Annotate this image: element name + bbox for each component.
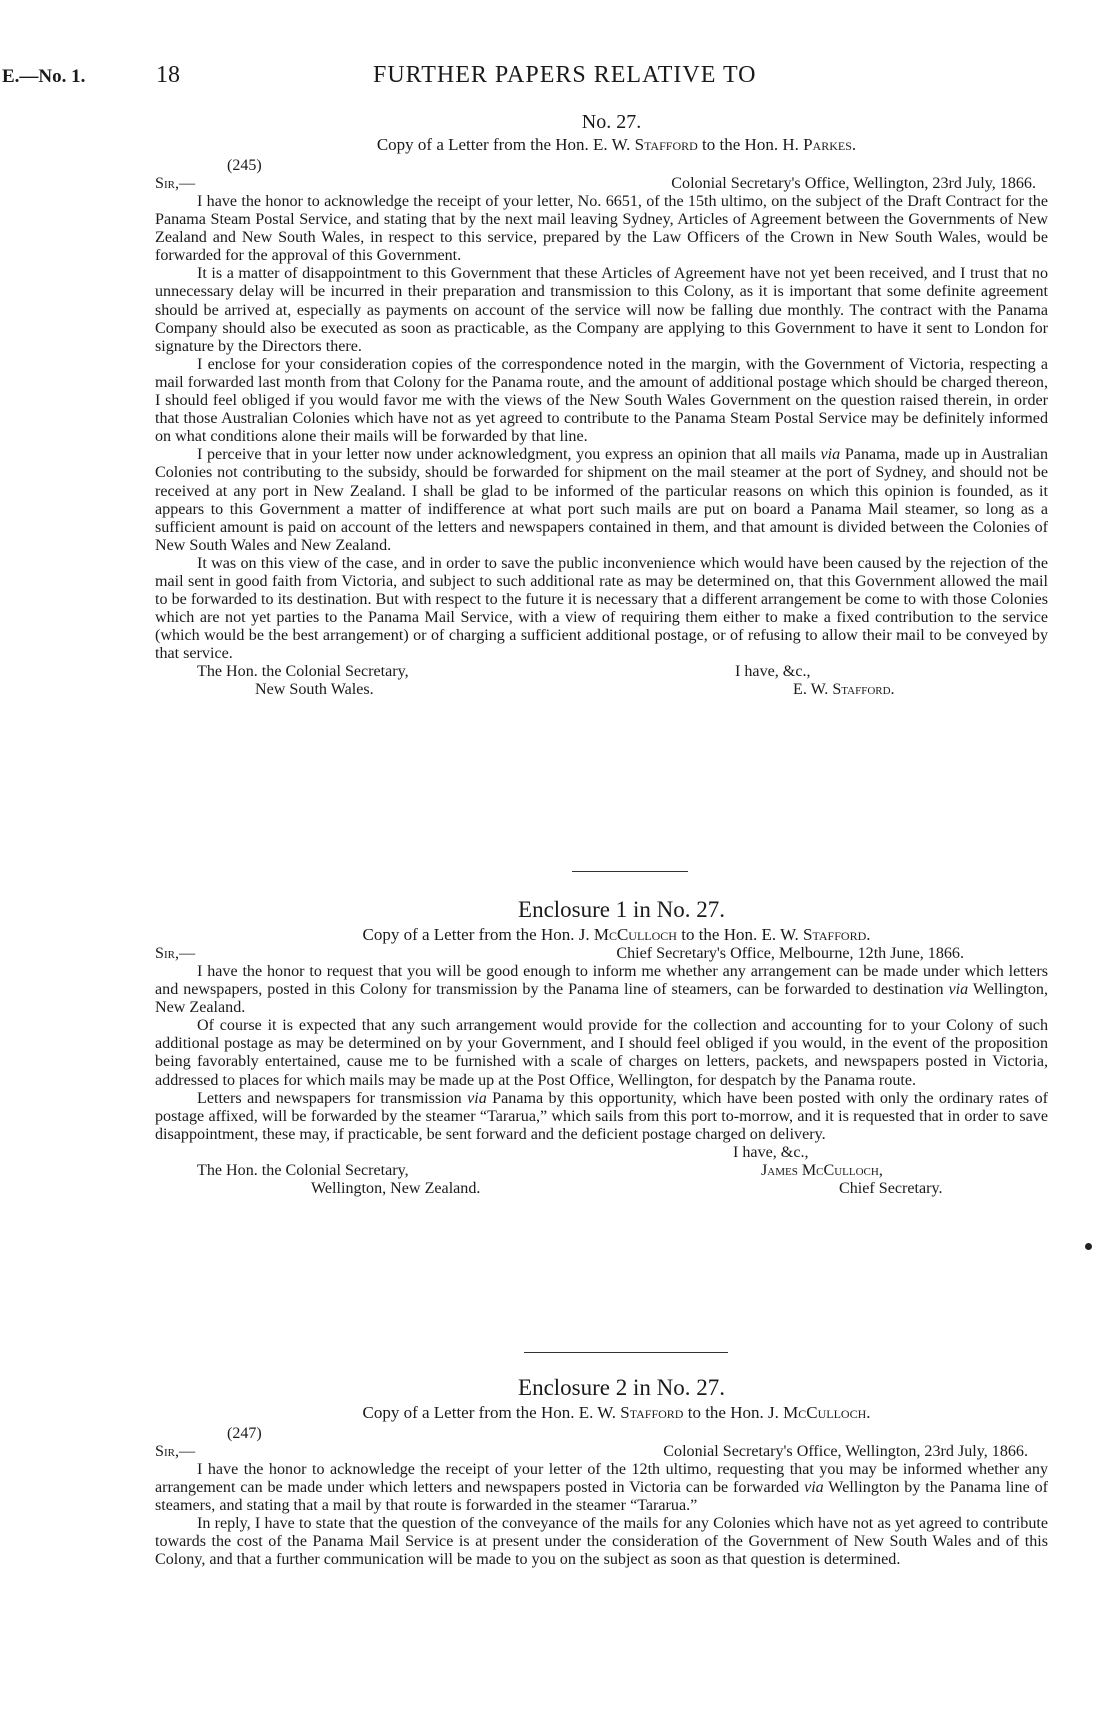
sender-name: E. W. Stafford [578,1403,684,1422]
paragraph: I perceive that in your letter now under acknowledgment, you express an opinion that all mails via Panama, made up in Australian Colonies not contributing to the subsidy, should be forwarded for shipment on the mail steamer at the port of Sydney, and should not be received at any port in New Zealand. I shall be glad to be informed of the particular reasons on which this opinion is founded, as it appears to this Government a matter of indifference at what port such mails are put on board a Panama Mail steamer, so long as a sufficient amount is paid on account of the letters and newspapers contained in them, and that amount is divided between the Colonies of New South Wales and New Zealand. [155,446,1048,554]
letter-no-27 [155,110,1048,699]
paragraph: I have the honor to acknowledge the receipt of your letter of the 12th ultimo, requesting that you may be informed whether any arrangement can be made under which letters and newspapers posted in Victoria can be forwarded via Wellington by the Panama line of steamers, and stating that a mail by that route is forwarded in the steamer “Tararua.” [155,1461,1048,1515]
signature-title-row [155,1180,1048,1198]
recipient-name: H. Parkes [782,135,852,154]
paragraph: I have the honor to acknowledge the receipt of your letter, No. 6651, of the 15th ultimo, on the subject of the Draft Contract for the Panama Steam Postal Service, and stating that by the next mail leaving Sydney, Articles of Agreement between the Governments of New Zealand and New South Wales, in respect to this service, prepared by the Law Officers of the Crown in New South Wales, would be forwarded for the approval of this Government. [155,193,1048,265]
addressee: The Hon. the Colonial Secretary, [197,1161,409,1179]
salutation-row [155,175,1048,193]
paragraph: Letters and newspapers for transmission via Panama by this opportunity, which have been posted with only the ordinary rates of postage affixed, will be forwarded by the steamer “Tararua,” which sails from this port to-morrow, and it is requested that in order to save disappointment, these may, if practicable, be sent forward and the deficient postage charged on delivery. [155,1089,1048,1143]
running-head [0,62,1114,92]
addressee: The Hon. the Colonial Secretary, [197,663,409,681]
section-divider [572,871,688,872]
running-title: FURTHER PAPERS RELATIVE TO [373,62,757,88]
salutation: Sir,— [155,1443,196,1460]
closing-formula: I have, &c., [733,1143,809,1161]
addressee-place: New South Wales. [255,681,374,699]
copy-line: Copy of a Letter from the Hon. E. W. Stafford to the Hon. H. Parkes. [376,135,857,154]
enclosure-heading: Enclosure 1 in No. 27. [518,897,725,922]
section-divider [524,1352,728,1353]
enclosure-2 [155,1374,1048,1570]
document-number: No. 27. [581,111,642,133]
paragraph: It was on this view of the case, and in order to save the public inconvenience which would have been caused by the rejection of the mail sent in good faith from Victoria, and subject to such additional rate as may be determined on, that this Government allowed the mail to be forwarded to its destination. But with respect to the future it is necessary that a different arrangement be come to with those Colonies which are not yet parties to the Panama Mail Service, with a view of requiring them either to make a fixed contribution to the service (which would be the best arrangement) or of charging a sufficient additional postage, or of refusing to allow their mail to be conveyed by that service. [155,554,1048,663]
sender-name: E. W. Stafford [593,135,698,154]
salutation: Sir,— [155,175,196,192]
marginal-reference: (245) [227,157,262,174]
paragraph: It is a matter of disappointment to this Government that these Articles of Agreement have not yet been received, and I trust that no unnecessary delay will be incurred in their preparation and transmission to this Colony, as it is important that some definite agreement should be arrived at, especially as payments on account of the service will now be falling due monthly. The contract with the Panama Company should also be executed as soon as practicable, as the Company are applying to this Government to have it sent to London for signature by the Directors there. [155,265,1048,355]
ink-mark [1085,1243,1092,1250]
copy-line: Copy of a Letter from the Hon. E. W. Stafford to the Hon. J. McCulloch. [362,1403,871,1422]
signature-row [155,681,1048,699]
dateline: Colonial Secretary's Office, Wellington, 23rd July, 1866. [663,1443,1028,1460]
paragraph: Of course it is expected that any such arrangement would provide for the collection and accounting for to your Colony of such additional postage as may be determined on by your Government, and I should feel obliged if you would, in the event of the proposition being favorably entertained, cause me to be furnished with a scale of charges on letters, packets, and newspapers posted in Victoria, addressed to places for which mails may be made up at the Post Office, Wellington, for despatch by the Panama route. [155,1017,1048,1089]
paragraph: In reply, I have to state that the question of the conveyance of the mails for any Colonies which have not as yet agreed to contribute towards the cost of the Panama Mail Service is at present under the consideration of the Government of New South Wales and of this Colony, and that a further communication will be made to you on the subject as soon as that question is determined. [155,1515,1048,1569]
recipient-name: J. McCulloch [768,1403,867,1422]
salutation-row [155,945,1048,963]
recipient-name: E. W. Stafford [761,925,867,944]
signature: E. W. Stafford. [793,681,895,699]
signature-title: Chief Secretary. [839,1179,943,1197]
paragraph: I have the honor to request that you will be good enough to inform me whether any arrangement can be made under which letters and newspapers, posted in this Colony for transmission by the Panama line of steamers, can be forwarded to destination via Wellington, New Zealand. [155,963,1048,1017]
closing-row [155,1144,1048,1162]
closing-row [155,663,1048,681]
addressee-place: Wellington, New Zealand. [311,1179,481,1197]
enclosure-1 [155,896,1048,1198]
marginal-reference: (247) [227,1425,262,1442]
page-number: 18 [156,62,180,88]
dateline: Colonial Secretary's Office, Wellington, 23rd July, 1866. [671,175,1036,192]
dateline: Chief Secretary's Office, Melbourne, 12th June, 1866. [616,945,964,962]
closing-formula: I have, &c., [735,663,811,681]
addressee-row [155,1162,1048,1180]
copy-line: Copy of a Letter from the Hon. J. McCulloch to the Hon. E. W. Stafford. [362,925,871,944]
signature: James McCulloch, [761,1161,883,1179]
paragraph: I enclose for your consideration copies of the correspondence noted in the margin, with the Government of Victoria, respecting a mail forwarded last month from that Colony for the Panama route, and the amount of additional postage which should be charged thereon, I should feel obliged if you would favor me with the views of the New South Wales Government on the question raised therein, in order that those Australian Colonies which have not as yet agreed to contribute to the Panama Steam Postal Service may be definitely informed on what conditions alone their mails will be forwarded by that line. [155,355,1048,446]
salutation-row [155,1443,1048,1461]
paper-reference: E.—No. 1. [2,66,86,87]
sender-name: J. McCulloch [578,925,677,944]
enclosure-heading: Enclosure 2 in No. 27. [518,1375,725,1400]
salutation: Sir,— [155,945,196,962]
